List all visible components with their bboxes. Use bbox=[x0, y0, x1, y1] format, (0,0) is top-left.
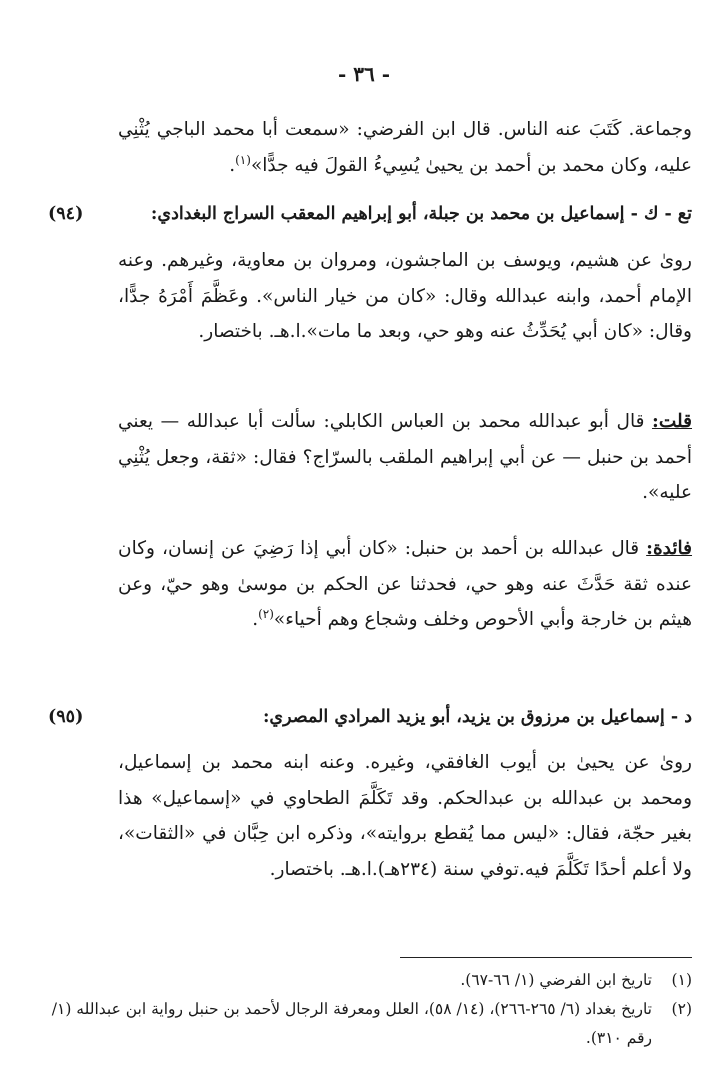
intro-tail: . bbox=[229, 154, 236, 176]
footnote-ref-2[interactable]: (٢) bbox=[258, 606, 274, 621]
footnote-number: (٢) bbox=[671, 1000, 692, 1018]
entry-title-94: تع - ك - إسماعيل بن محمد بن جبلة، أبو إبراهيم المعقب السراج البغدادي: bbox=[150, 204, 692, 224]
footnote-2 bbox=[40, 995, 692, 1053]
footnotes bbox=[40, 966, 692, 1053]
entry-heading-94 bbox=[48, 204, 692, 224]
entry-title-95: د - إسماعيل بن مرزوق بن يزيد، أبو يزيد المرادي المصري: bbox=[262, 707, 692, 727]
faida-tail: . bbox=[252, 609, 259, 630]
entry-number-95: (٩٥) bbox=[48, 707, 84, 727]
entry-number-94: (٩٤) bbox=[48, 204, 84, 224]
faida-label: فائدة: bbox=[646, 538, 693, 559]
footnote-1 bbox=[40, 966, 692, 995]
entry-94-paragraph: روىٰ عن هشيم، ويوسف بن الماجشون، ومروان بن معاوية، وغيرهم. وعنه الإمام أحمد، وابنه عبدالله وقال: «كان من خيار الناس». وعَظَّمَ أَمْرَهُ جدًّا، وقال: «كان أبي يُحَدِّثُ عنه وهو حي، وبعد ما مات».ا.هـ. باختصار. bbox=[118, 250, 692, 342]
entry-heading-95 bbox=[48, 707, 692, 727]
qultu-text: قال أبو عبدالله محمد بن العباس الكابلي: سألت أبا عبدالله — يعني أحمد بن حنبل — عن أبي إبراهيم الملقب بالسرّاج؟ فقال: «ثقة، وجعل يُثْنِي عليه». bbox=[118, 411, 692, 503]
entry-94-qultu bbox=[118, 404, 692, 511]
footnote-divider bbox=[400, 957, 692, 958]
footnote-number: (١) bbox=[671, 971, 692, 989]
entry-94-faida bbox=[118, 531, 692, 638]
faida-text: قال عبدالله بن أحمد بن حنبل: «كان أبي إذا رَضِيَ عن إنسان، وكان عنده ثقة حَدَّثَ عنه وهو حي، فحدثنا عن الحكم بن موسىٰ وهو حيّ، وعن هيثم بن خارجة وأبي الأحوص وخلف وشجاع وهم أحياء» bbox=[118, 538, 692, 630]
footnote-ref-1[interactable]: (١) bbox=[235, 152, 251, 167]
entry-95-paragraph: روىٰ عن يحيىٰ بن أيوب الغافقي، وغيره. وعنه ابنه محمد بن إسماعيل، ومحمد بن عبدالله بن عبدالحكم. وقد تَكَلَّمَ الطحاوي في «إسماعيل» هذا بغير حجّة، فقال: «ليس مما يُقطع بروايته»، وذكره ابن حِبَّان في «الثقات»، ولا أعلم أحدًا تَكَلَّمَ فيه.توفي سنة (٢٣٤هـ).ا.هـ. باختصار. bbox=[118, 752, 692, 880]
qultu-label: قلت: bbox=[652, 411, 693, 432]
footnote-text: تاريخ ابن الفرضي (١/ ٦٦-٦٧). bbox=[460, 971, 652, 989]
footnote-text: تاريخ بغداد (٦/ ٢٦٥-٢٦٦)، (١٤/ ٥٨)، العلل ومعرفة الرجال لأحمد بن حنبل رواية ابن عبدالله (١/ رقم ٣١٠). bbox=[51, 1000, 652, 1047]
intro-text: وجماعة. كَتَبَ عنه الناس. قال ابن الفرضي: «سمعت أبا محمد الباجي يُثْنِي عليه، وكان محمد بن أحمد بن يحيىٰ يُسِيءُ القولَ فيه جدًّا» bbox=[118, 119, 692, 176]
intro-paragraph bbox=[118, 112, 692, 183]
page-number: - ٣٦ - bbox=[337, 62, 390, 86]
